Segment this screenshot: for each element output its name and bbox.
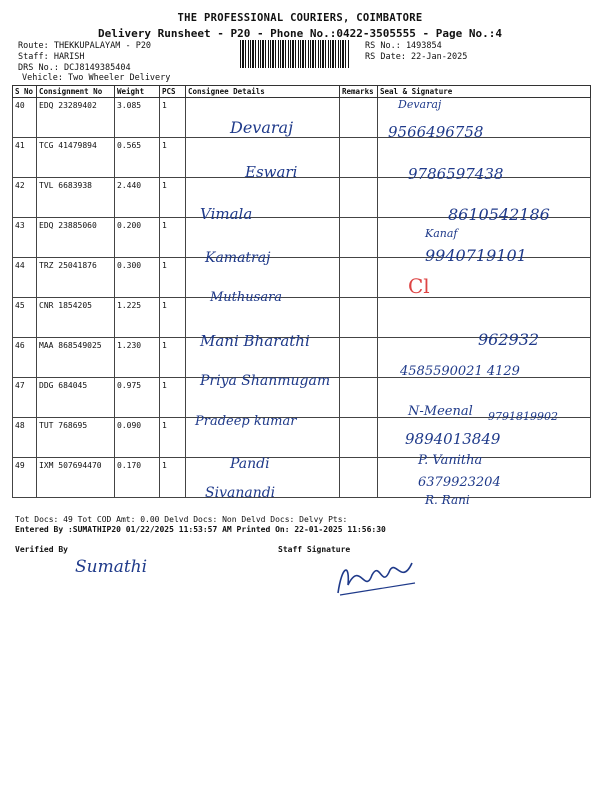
row-weight: 0.565 xyxy=(115,138,160,178)
handwritten-consignee: Mani Bharathi xyxy=(200,332,310,350)
col-header-remarks: Remarks xyxy=(340,86,378,98)
row-remarks xyxy=(340,138,378,178)
col-header-signature: Seal & Signature xyxy=(378,86,591,98)
company-title: THE PROFESSIONAL COURIERS, COIMBATORE xyxy=(177,12,423,24)
staff-signature-label: Staff Signature xyxy=(278,545,351,554)
row-weight: 3.085 xyxy=(115,98,160,138)
handwritten-consignee: Vimala xyxy=(200,205,253,223)
handwritten-phone: 8610542186 xyxy=(448,205,550,224)
row-remarks xyxy=(340,298,378,338)
row-weight: 0.200 xyxy=(115,218,160,258)
row-weight: 0.090 xyxy=(115,418,160,458)
row-sno: 42 xyxy=(13,178,37,218)
handwritten-consignee: Devaraj xyxy=(230,118,294,137)
drs-label: DRS No.: DCJ8149385404 xyxy=(18,63,131,73)
row-consignment: IXM 507694470 xyxy=(37,458,115,498)
row-sno: 43 xyxy=(13,218,37,258)
red-stamp-mark: Cl xyxy=(408,274,430,298)
row-pcs: 1 xyxy=(160,298,186,338)
row-remarks xyxy=(340,258,378,298)
barcode xyxy=(240,40,350,68)
row-consignment: TVL 6683938 xyxy=(37,178,115,218)
rs-number: RS No.: 1493854 xyxy=(365,41,442,51)
row-sno: 40 xyxy=(13,98,37,138)
route-label: Route: THEKKUPALAYAM - P20 xyxy=(18,41,152,51)
handwritten-phone: 9786597438 xyxy=(408,165,504,183)
row-pcs: 1 xyxy=(160,458,186,498)
row-remarks xyxy=(340,218,378,258)
row-consignment: TRZ 25041876 xyxy=(37,258,115,298)
table-row xyxy=(13,418,591,458)
row-pcs: 1 xyxy=(160,218,186,258)
col-header-consignment: Consignment No xyxy=(37,86,115,98)
row-sno: 45 xyxy=(13,298,37,338)
staff-label: Staff: HARISH xyxy=(18,52,85,62)
row-sno: 48 xyxy=(13,418,37,458)
handwritten-consignee: Pandi xyxy=(230,456,270,472)
row-pcs: 1 xyxy=(160,258,186,298)
handwritten-signature: Kanaf xyxy=(425,227,458,240)
handwritten-phone: 962932 xyxy=(478,330,540,349)
row-consignment: EDQ 23885060 xyxy=(37,218,115,258)
row-weight: 0.975 xyxy=(115,378,160,418)
row-pcs: 1 xyxy=(160,378,186,418)
col-header-weight: Weight xyxy=(115,86,160,98)
row-consignment: CNR 1854205 xyxy=(37,298,115,338)
handwritten-signature: R. Rani xyxy=(425,493,470,507)
row-remarks xyxy=(340,98,378,138)
row-weight: 1.230 xyxy=(115,338,160,378)
row-pcs: 1 xyxy=(160,338,186,378)
col-header-consignee: Consignee Details xyxy=(186,86,340,98)
row-sno: 46 xyxy=(13,338,37,378)
col-header-sno: S No xyxy=(13,86,37,98)
row-sno: 47 xyxy=(13,378,37,418)
row-remarks xyxy=(340,418,378,458)
row-weight: 1.225 xyxy=(115,298,160,338)
vehicle-label: Vehicle: Two Wheeler Delivery xyxy=(22,73,171,83)
handwritten-consignee: Sivanandi xyxy=(205,485,276,501)
row-pcs: 1 xyxy=(160,138,186,178)
row-weight: 0.170 xyxy=(115,458,160,498)
handwritten-signature: Devaraj xyxy=(398,98,442,111)
handwritten-phone: 9791819902 xyxy=(488,410,558,423)
row-remarks xyxy=(340,178,378,218)
handwritten-phone: 9894013849 xyxy=(405,430,501,448)
handwritten-phone: 6379923204 xyxy=(418,475,501,490)
runsheet-table xyxy=(12,85,591,498)
row-sno: 44 xyxy=(13,258,37,298)
handwritten-signature: N-Meenal xyxy=(408,404,473,419)
row-remarks xyxy=(340,378,378,418)
row-consignment: DDG 684045 xyxy=(37,378,115,418)
row-weight: 2.440 xyxy=(115,178,160,218)
verified-signature: Sumathi xyxy=(75,557,148,577)
table-header-row xyxy=(13,86,591,98)
handwritten-consignee: Kamatraj xyxy=(205,250,271,266)
table-row xyxy=(13,98,591,138)
table-row xyxy=(13,138,591,178)
handwritten-phone: 9566496758 xyxy=(388,123,484,141)
totals-line: Tot Docs: 49 Tot COD Amt: 0.00 Delvd Docs: Non Delvd Docs: Delvy Pts: xyxy=(15,515,348,524)
row-pcs: 1 xyxy=(160,178,186,218)
handwritten-phone: 9940719101 xyxy=(425,246,527,265)
row-sno: 49 xyxy=(13,458,37,498)
row-consignment: EDQ 23289402 xyxy=(37,98,115,138)
handwritten-phone: 4585590021 4129 xyxy=(400,364,520,379)
row-weight: 0.300 xyxy=(115,258,160,298)
row-remarks xyxy=(340,458,378,498)
row-consignment: TUT 768695 xyxy=(37,418,115,458)
handwritten-signature: P. Vanitha xyxy=(418,453,483,468)
verified-by-label: Verified By xyxy=(15,545,68,554)
row-consignment: TCG 41479894 xyxy=(37,138,115,178)
table-row xyxy=(13,458,591,498)
staff-signature-scribble xyxy=(330,555,420,600)
rs-date: RS Date: 22-Jan-2025 xyxy=(365,52,468,62)
row-consignment: MAA 868549025 xyxy=(37,338,115,378)
handwritten-consignee: Eswari xyxy=(245,163,298,181)
row-remarks xyxy=(340,338,378,378)
runsheet-subtitle: Delivery Runsheet - P20 - Phone No.:0422-3505555 - Page No.:4 xyxy=(98,27,502,40)
handwritten-consignee: Priya Shanmugam xyxy=(200,373,331,389)
entered-by-line: Entered By :SUMATHIP20 01/22/2025 11:53:57 AM Printed On: 22-01-2025 11:56:30 xyxy=(15,525,386,534)
row-sno: 41 xyxy=(13,138,37,178)
col-header-pcs: PCS xyxy=(160,86,186,98)
handwritten-consignee: Muthusara xyxy=(210,290,283,305)
handwritten-consignee: Pradeep kumar xyxy=(195,414,297,429)
row-pcs: 1 xyxy=(160,418,186,458)
row-pcs: 1 xyxy=(160,98,186,138)
